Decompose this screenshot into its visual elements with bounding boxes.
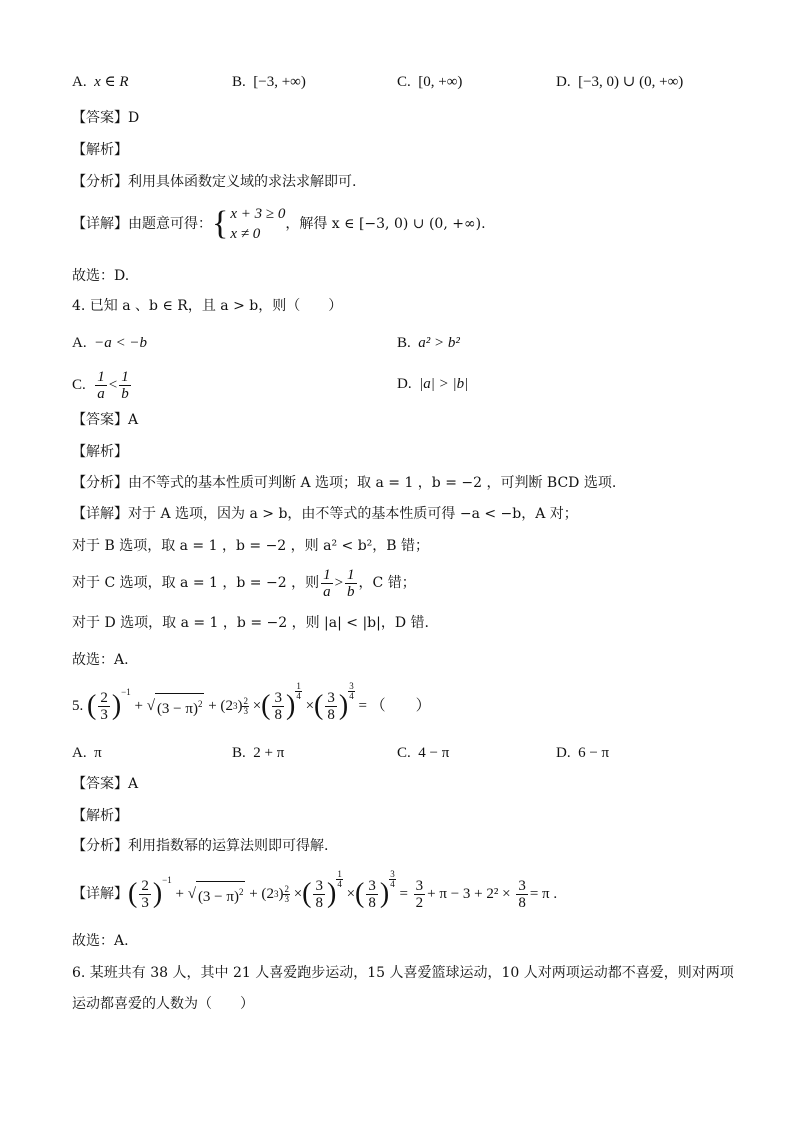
- q3-fenxi: 【分析】利用具体函数定义域的求法求解即可.: [72, 174, 357, 190]
- q4-line-c: 对于 C 选项，取 a = 1 ，b = −2 ，则 $\frac{1}{a}$ > $\frac{1}{b}$ ，C 错；: [72, 566, 416, 600]
- q3-select: 故选：D.: [72, 268, 130, 284]
- q3-option-b: B. [−3, +∞): [232, 74, 306, 90]
- q5-option-a: A. π: [72, 745, 102, 761]
- q4-stem: 4. 已知 a 、b ∈ R，且 a > b，则（ ）: [72, 298, 343, 314]
- q4-line-d: 对于 D 选项，取 a = 1 ，b = −2 ，则 |a| < |b|，D 错.: [72, 615, 429, 631]
- q3-option-d: D. [−3, 0) ∪ (0, +∞): [556, 74, 684, 90]
- q4-fenxi: 【分析】由不等式的基本性质可判断 A 选项；取 a = 1 ，b = −2 ，可判断 BCD 选项.: [72, 475, 617, 491]
- q5-select: 故选：A.: [72, 933, 129, 949]
- q5-analysis-heading: 【解析】: [72, 808, 128, 824]
- q6-stem-line1: 6. 某班共有 38 人，其中 21 人喜爱跑步运动，15 人喜爱篮球运动，10 人对两项运动都不喜爱，则对两项: [72, 965, 734, 981]
- q4-option-c: C. $\frac{1}{a}$ < $\frac{1}{b}$: [72, 369, 129, 403]
- q6-stem-line2: 运动都喜爱的人数为（ ）: [72, 996, 254, 1012]
- q4-select: 故选：A.: [72, 652, 129, 668]
- q3-equation-system: { x + 3 ≥ 0 x ≠ 0: [212, 205, 286, 242]
- q3-analysis-heading: 【解析】: [72, 142, 128, 158]
- q3-answer: 【答案】D: [72, 110, 140, 126]
- q3-option-a: A. x ∈ R: [72, 74, 129, 90]
- q5-option-c: C. 4 − π: [397, 745, 450, 761]
- q3-option-c: C. [0, +∞): [397, 74, 463, 90]
- q4-analysis-heading: 【解析】: [72, 444, 128, 460]
- q3-xiangjie: 【详解】 由题意可得： { x + 3 ≥ 0 x ≠ 0 ，解得 x ∈ [−3, 0) ∪ (0, +∞).: [72, 205, 486, 242]
- q4-xiangjie: 【详解】对于 A 选项，因为 a > b，由不等式的基本性质可得 −a < −b，A 对；: [72, 506, 578, 522]
- q5-option-d: D. 6 − π: [556, 745, 610, 761]
- q4-option-b: B. a² > b²: [397, 335, 460, 351]
- q5-stem: 5. ( $\frac{2}{3}$ ) $^{-1}$ + √ $(3 - \pi)^2$ + ( 2 3 ) 2 3 × ( $\frac{3}{8}$ ) 1 4 × ( $\frac{3}{8}$ ) $\frac{3}{4}$ = （ ）: [72, 681, 431, 723]
- q4-line-b: 对于 B 选项，取 a = 1 ，b = −2 ，则 a² < b²，B 错；: [72, 538, 430, 554]
- q4-answer: 【答案】A: [72, 412, 139, 428]
- q4-option-d: D. |a| > |b|: [397, 376, 469, 392]
- q4-option-a: A. −a < −b: [72, 335, 147, 351]
- q5-answer: 【答案】A: [72, 776, 139, 792]
- q5-xiangjie: 【详解】 ( $\frac{2}{3}$ ) $^{-1}$ + √ $(3 - \pi)^2$ + ( 2 3 ) 2 3 × ( $\frac{3}{8}$ ) 1 4 × ( $\frac{3}{8}$ ) $\frac{3}{4}$ = $\frac{3}{2}$ + π − 3 + 2² × $\frac{3}{8}$ = π .: [72, 869, 558, 911]
- q5-fenxi: 【分析】利用指数幂的运算法则即可得解.: [72, 838, 329, 854]
- q5-option-b: B. 2 + π: [232, 745, 285, 761]
